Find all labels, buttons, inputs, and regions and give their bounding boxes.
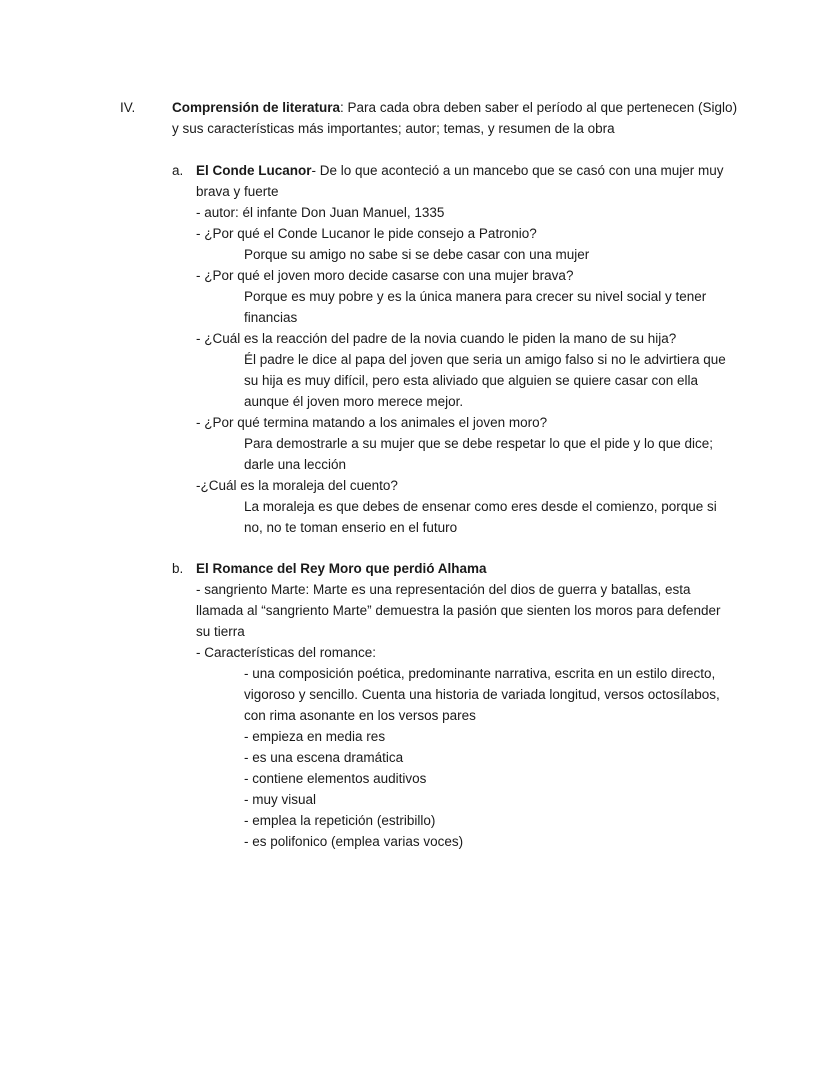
work-a-author: - autor: él infante Don Juan Manuel, 1335 [196, 205, 445, 220]
work-b-title: El Romance del Rey Moro que perdió Alhama [196, 561, 487, 576]
work-a-answer-3-line-2: su hija es muy difícil, pero esta aliviado que alguien se quiere casar con ella [244, 373, 699, 388]
work-b-characteristic-5: - muy visual [244, 792, 317, 807]
work-b-characteristic-7: - es polifonico (emplea varias voces) [244, 834, 464, 849]
work-b-characteristic-2: - empieza en media res [244, 729, 386, 744]
work-a-question-4: - ¿Por qué termina matando a los animales el joven moro? [196, 415, 548, 430]
section-intro-line-2: y sus características más importantes; autor; temas, y resumen de la obra [172, 121, 615, 136]
work-b-marte-line-2: llamada al “sangriento Marte” demuestra la pasión que sienten los moros para defender [196, 603, 721, 618]
work-b-characteristic-1-line-3: con rima asonante en los versos pares [244, 708, 476, 723]
work-a-answer-1: Porque su amigo no sabe si se debe casar con una mujer [244, 247, 590, 262]
work-a-answer-3-line-3: aunque él joven moro merece mejor. [244, 394, 464, 409]
work-a-question-2: - ¿Por qué el joven moro decide casarse con una mujer brava? [196, 268, 574, 283]
work-b-marte-line-3: su tierra [196, 624, 245, 639]
work-a-marker: a. [172, 163, 184, 178]
work-a-answer-5-line-2: no, no te toman enserio en el futuro [244, 520, 458, 535]
work-b-characteristic-3: - es una escena dramática [244, 750, 404, 765]
work-a-question-5: -¿Cuál es la moraleja del cuento? [196, 478, 398, 493]
work-a-question-1: - ¿Por qué el Conde Lucanor le pide consejo a Patronio? [196, 226, 537, 241]
section-intro-text-1: : Para cada obra deben saber el período al que pertenecen (Siglo) [340, 100, 738, 115]
work-b-characteristic-1-line-2: vigoroso y sencillo. Cuenta una historia de variada longitud, versos octosílabos, [244, 687, 720, 702]
work-a-title-line [196, 161, 724, 182]
work-a-subtitle-1: - De lo que aconteció a un mancebo que se casó con una mujer muy [311, 163, 724, 178]
section-heading: Comprensión de literatura [172, 100, 341, 115]
work-b-characteristics-heading: - Características del romance: [196, 645, 377, 660]
work-a-subtitle-2: brava y fuerte [196, 184, 279, 199]
work-a-answer-4-line-2: darle una lección [244, 457, 347, 472]
section-numeral: IV. [120, 100, 136, 115]
work-b-marker: b. [172, 561, 184, 576]
work-a-answer-3-line-1: Él padre le dice al papa del joven que seria un amigo falso si no le advirtiera que [244, 352, 726, 367]
work-a-question-3: - ¿Cuál es la reacción del padre de la novia cuando le piden la mano de su hija? [196, 331, 677, 346]
work-b-characteristic-1-line-1: - una composición poética, predominante narrativa, escrita en un estilo directo, [244, 666, 716, 681]
section-intro-line-1 [172, 98, 737, 119]
work-a-answer-2-line-2: financias [244, 310, 298, 325]
work-b-marte-line-1: - sangriento Marte: Marte es una representación del dios de guerra y batallas, esta [196, 582, 691, 597]
work-b-characteristic-6: - emplea la repetición (estribillo) [244, 813, 436, 828]
work-a-answer-2-line-1: Porque es muy pobre y es la única manera para crecer su nivel social y tener [244, 289, 707, 304]
work-a-answer-5-line-1: La moraleja es que debes de ensenar como eres desde el comienzo, porque si [244, 499, 717, 514]
work-b-characteristic-4: - contiene elementos auditivos [244, 771, 427, 786]
work-a-answer-4-line-1: Para demostrarle a su mujer que se debe respetar lo que el pide y lo que dice; [244, 436, 714, 451]
work-a-title: El Conde Lucanor [196, 163, 312, 178]
